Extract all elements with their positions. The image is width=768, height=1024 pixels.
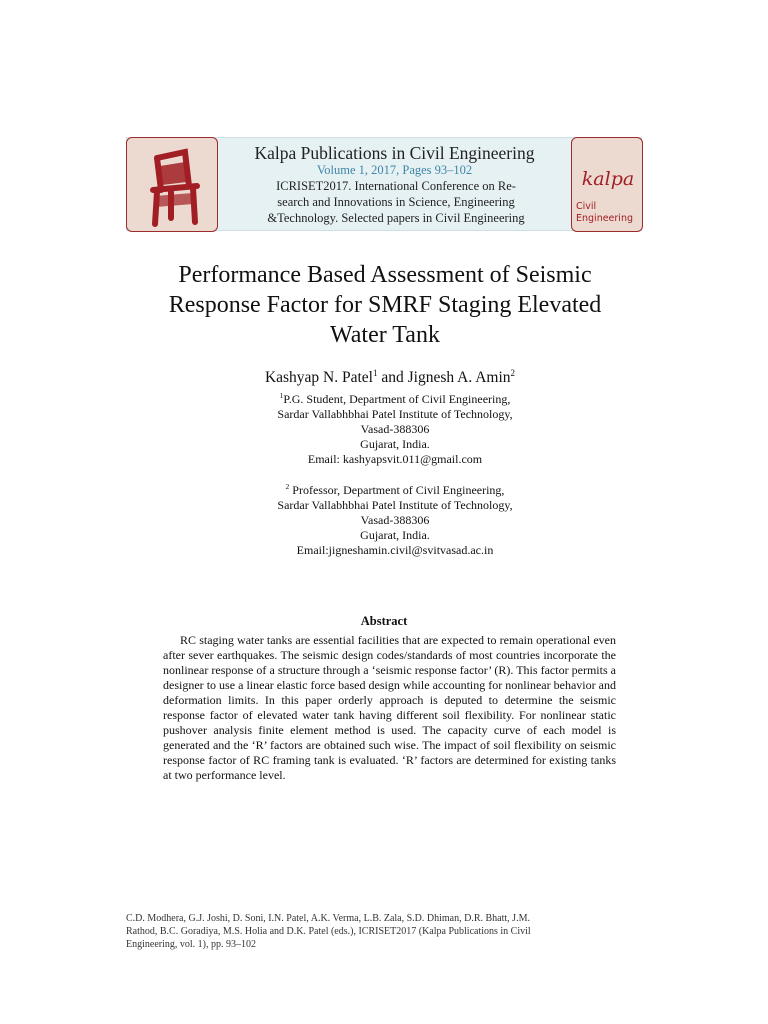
easychair-logo — [126, 137, 218, 232]
affiliation-line — [190, 388, 600, 407]
kalpa-brand-text: kalpa — [581, 168, 635, 190]
author-conjunction: and — [377, 369, 408, 387]
affiliation-text: Professor, Department of Civil Engineering, — [289, 483, 505, 497]
author-name: Kashyap N. Patel — [264, 369, 373, 387]
affiliation-line: Vasad-388306 — [360, 422, 430, 436]
affiliation-line — [190, 479, 600, 498]
author-superscript: 1 — [372, 368, 378, 378]
title-line: Response Factor for SMRF Staging Elevated — [168, 292, 602, 318]
abstract-body: RC staging water tanks are essential facilities that are expected to remain operational even after sever earthquakes. The seismic design codes/standards of most countries incorporate the nonlinear response of a structure through a ‘seismic response factor’ (R). This factor permits a designer to use a linear elastic force based design while accounting for nonlinear behavior and deformation limits. In this paper orderly approach is deputed to determine the seismic response factor of elevated water tank having different soil flexibility. For nonlinear static pushover analysis finite element method is used. The capacity curve of each model is generated and the ‘R’ factors are obtained such wise. The impact of soil flexibility on seismic response factor of RC framing tank is evaluated. ‘R’ factors are determined for existing tanks at two performance level. — [163, 633, 616, 782]
conference-line: &Technology. Selected papers in Civil Engineering — [267, 211, 525, 225]
paper-title — [140, 260, 630, 350]
footer-line: Rathod, B.C. Goradiya, M.S. Holia and D.K. Patel (eds.), ICRISET2017 (Kalpa Publications in Civil — [126, 926, 531, 937]
email-address: Email: kashyapsvit.011@gmail.com — [307, 452, 483, 466]
title-line: Water Tank — [330, 322, 440, 348]
kalpa-sub-line1: Civil — [576, 201, 597, 212]
conference-line: ICRISET2017. International Conference on Re- — [276, 179, 516, 193]
affiliation-line: Sardar Vallabhbhai Patel Institute of Technology, — [277, 407, 513, 421]
author-superscript: 2 — [510, 368, 516, 378]
affiliation-superscript: 2 — [285, 482, 290, 491]
affiliation-1 — [190, 388, 600, 467]
footer-line: Engineering, vol. 1), pp. 93–102 — [126, 939, 256, 950]
affiliation-line: Vasad-388306 — [360, 513, 430, 527]
affiliation-superscript: 1 — [279, 391, 284, 400]
affiliation-2 — [190, 479, 600, 558]
author-name: Jignesh A. Amin — [407, 369, 511, 387]
author-list — [190, 368, 590, 387]
conference-info — [262, 178, 530, 226]
kalpa-logo-subtitle — [576, 201, 633, 225]
email-address: Email:jigneshamin.civil@svitvasad.ac.in — [296, 543, 494, 557]
affiliation-line: Sardar Vallabhbhai Patel Institute of Technology, — [277, 498, 513, 512]
affiliation-text: P.G. Student, Department of Civil Engineering, — [283, 392, 511, 406]
chair-icon — [127, 138, 218, 232]
kalpa-logo — [571, 137, 643, 232]
title-line: Performance Based Assessment of Seismic — [178, 262, 592, 288]
publisher-title: Kalpa Publications in Civil Engineering — [254, 143, 535, 163]
footer-line: C.D. Modhera, G.J. Joshi, D. Soni, I.N. Patel, A.K. Verma, L.B. Zala, S.D. Dhiman, D.R. Bhatt, J.M. — [126, 913, 530, 924]
citation-footer — [126, 912, 616, 951]
affiliation-line: Gujarat, India. — [360, 528, 430, 542]
volume-info: Volume 1, 2017, Pages 93–102 — [316, 163, 473, 177]
abstract-heading: Abstract — [360, 614, 408, 628]
affiliation-line: Gujarat, India. — [360, 437, 430, 451]
conference-line: search and Innovations in Science, Engineering — [277, 195, 515, 209]
kalpa-sub-line2: Engineering — [576, 213, 633, 224]
